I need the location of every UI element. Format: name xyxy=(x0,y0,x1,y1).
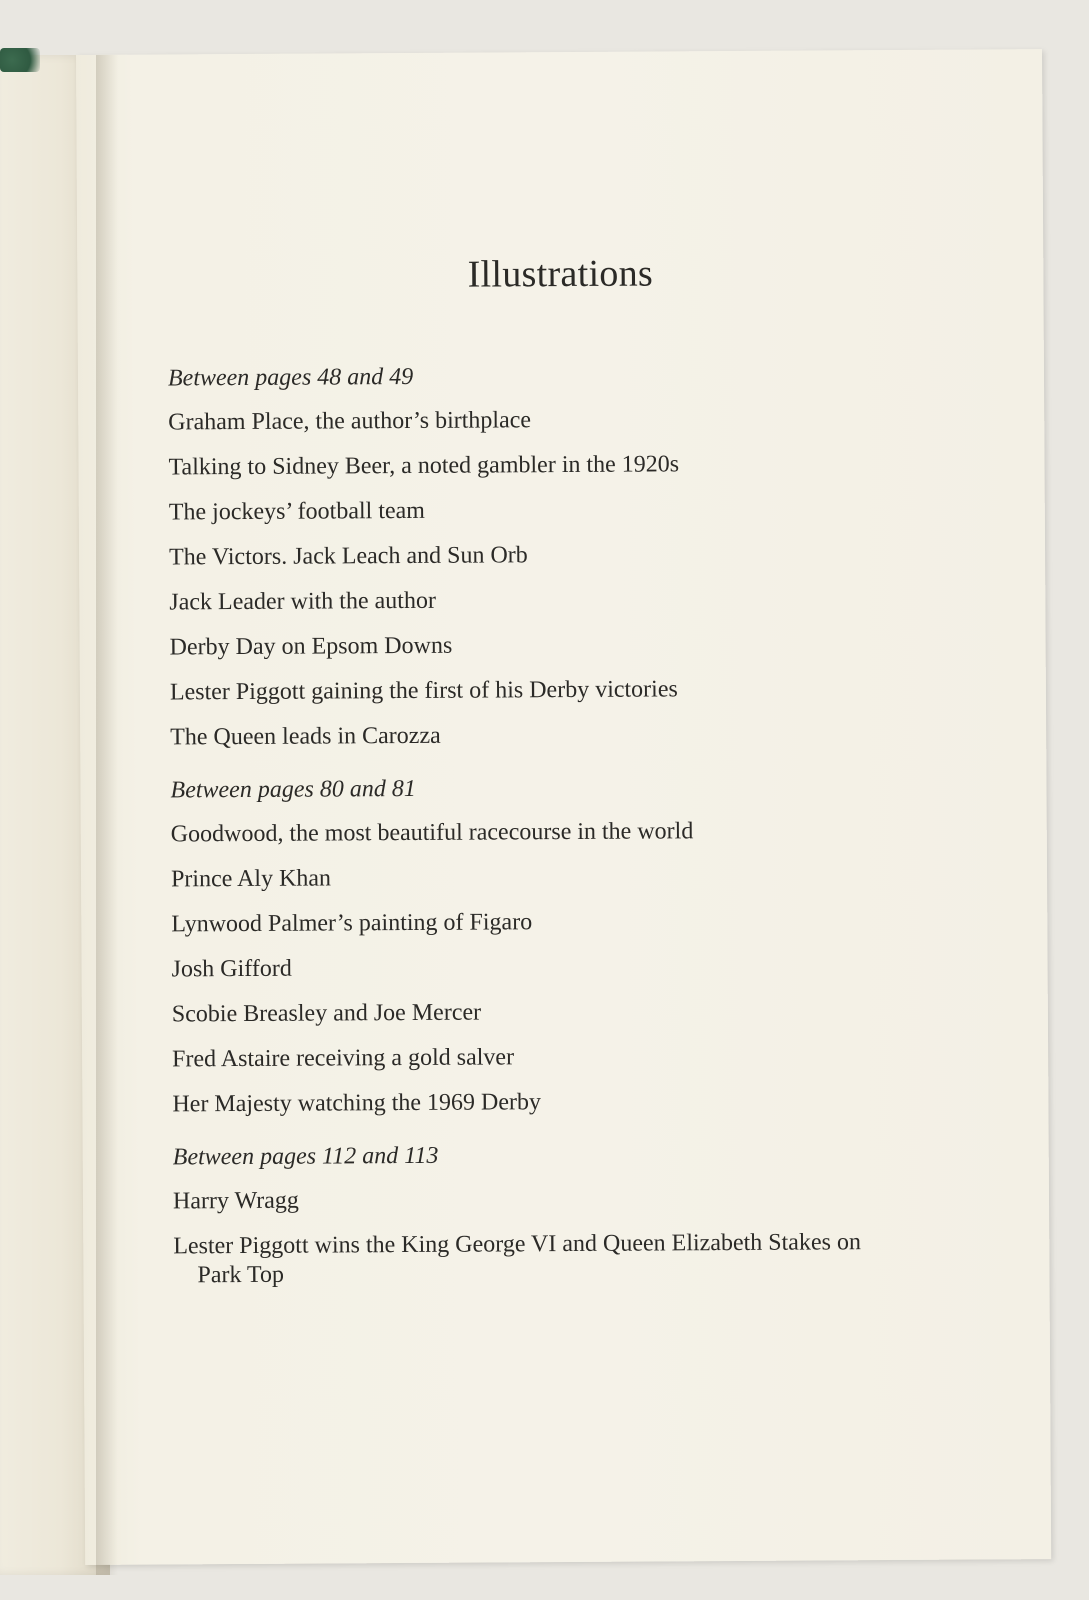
list-item: The jockeys’ football team xyxy=(168,497,425,526)
section-heading: Between pages 48 and 49 xyxy=(167,363,414,392)
section-heading: Between pages 80 and 81 xyxy=(170,775,416,804)
list-item: Her Majesty watching the 1969 Derby xyxy=(172,1089,542,1118)
gutter-shadow xyxy=(96,55,118,1575)
list-item: Fred Astaire receiving a gold salver xyxy=(172,1044,515,1073)
list-item: Prince Aly Khan xyxy=(170,865,332,893)
list-item: Lynwood Palmer’s painting of Figaro xyxy=(171,909,533,938)
list-item: Talking to Sidney Beer, a noted gambler in the 1920s xyxy=(168,451,680,481)
list-item: Goodwood, the most beautiful racecourse in the world xyxy=(170,818,694,848)
page-title: Illustrations xyxy=(467,252,654,296)
list-item: The Queen leads in Carozza xyxy=(170,722,441,751)
list-item: Derby Day on Epsom Downs xyxy=(169,632,453,661)
right-page xyxy=(76,49,1051,1565)
illustrations-list xyxy=(168,360,894,1290)
list-item: Harry Wragg xyxy=(172,1187,299,1215)
list-item: Jack Leader with the author xyxy=(169,587,436,616)
list-item: Scobie Breasley and Joe Mercer xyxy=(171,999,482,1028)
list-item: Lester Piggott wins the King George VI and Queen Elizabeth Stakes on Park Top xyxy=(173,1229,861,1289)
list-item: The Victors. Jack Leach and Sun Orb xyxy=(168,542,528,571)
section-heading: Between pages 112 and 113 xyxy=(172,1142,439,1171)
list-item: Josh Gifford xyxy=(171,955,292,983)
list-item: Lester Piggott gaining the first of his Derby victories xyxy=(169,676,678,706)
list-item: Graham Place, the author’s birthplace xyxy=(168,407,532,436)
book-binding-cloth xyxy=(0,48,40,72)
